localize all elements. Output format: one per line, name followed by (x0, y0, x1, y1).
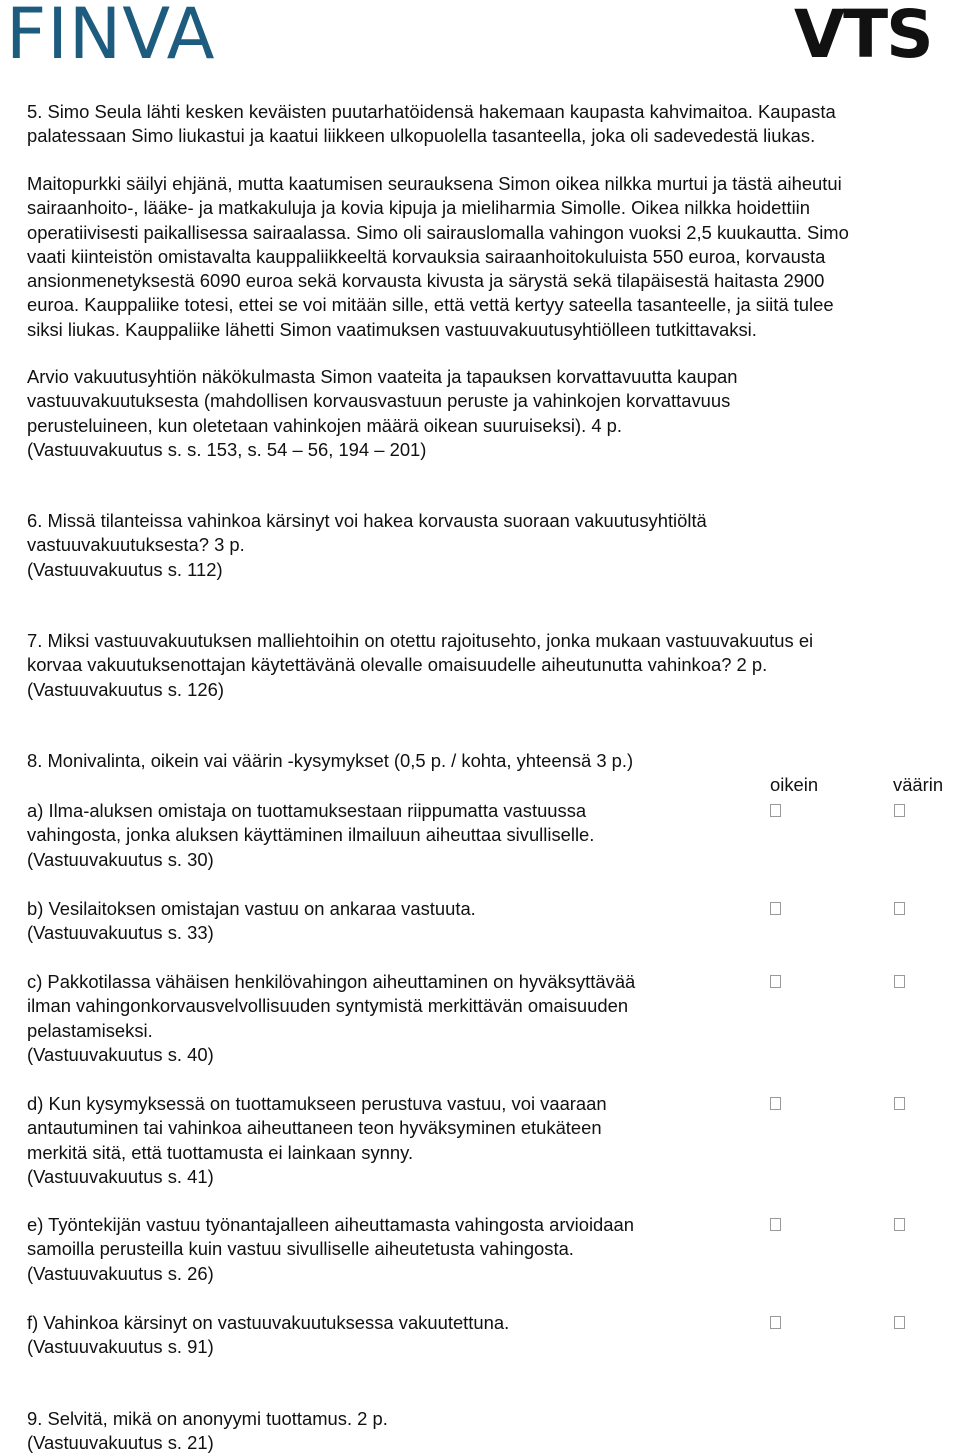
checkbox-d-vaarin[interactable] (894, 1097, 905, 1110)
column-header-vaarin: väärin (893, 774, 944, 795)
q7-text: 7. Miksi vastuuvakuutuksen malliehtoihin on otettu rajoitusehto, jonka mukaan vastuuvakuutus ei korvaa vakuutuksenottajan käytettävänä olevalle omaisuudelle aiheutunutta vahinkoa? 2 p. (Vastuuvakuutus s. 126) (27, 630, 814, 700)
checkbox-d-oikein[interactable] (770, 1097, 781, 1110)
vts-logo-text: VTS (794, 0, 932, 73)
checkbox-c-oikein[interactable] (770, 975, 781, 988)
q8-item-e: e) Työntekijän vastuu työnantajalleen aiheuttamasta vahingosta arvioidaan samoilla perusteilla kuin vastuu sivulliselle aiheutetusta vahingosta. (Vastuuvakuutus s. 26) (27, 1214, 634, 1284)
checkbox-e-oikein[interactable] (770, 1218, 781, 1231)
q5-paragraph-2: Maitopurkki säilyi ehjänä, mutta kaatumisen seurauksena Simon oikea nilkka murtui ja tästä aiheutui sairaanhoito-, lääke- ja matkakuluja ja kovia kipuja ja mieliharmia Simolle. Oikea nilkka hoidettiin operatiivisesti paikallisessa sairaalassa. Simo oli sairauslomalla vahingon vuoksi 2,5 kuukautta. Simo vaati kiinteistön omistavalta kauppaliikkeeltä korvauksia sairaanhoitokuluista 550 euroa, korvausta ansionmenetyksestä 6090 euroa sekä korvausta kivusta ja särystä sekä tilapäisestä haitasta 2900 euroa. Kauppaliike totesi, ettei se voi mitään sille, että vettä kertyy sateella tasanteelle, ja siitä tulee siksi liukas. Kauppaliike lähetti Simon vaatimuksen vastuuvakuutusyhtiölleen tutkittavaksi. (27, 173, 849, 340)
checkbox-b-vaarin[interactable] (894, 902, 905, 915)
checkbox-f-vaarin[interactable] (894, 1316, 905, 1329)
checkbox-c-vaarin[interactable] (894, 975, 905, 988)
checkbox-f-oikein[interactable] (770, 1316, 781, 1329)
q8-item-d: d) Kun kysymyksessä on tuottamukseen perustuva vastuu, voi vaaraan antautuminen tai vahinkoa aiheuttaneen teon hyväksyminen etukäteen merkitä sitä, että tuottamusta ei lainkaan synny. (Vastuuvakuutus s. 41) (27, 1093, 607, 1187)
q8-item-a: a) Ilma-aluksen omistaja on tuottamuksestaan riippumatta vastuussa vahingosta, jonka aluksen käyttäminen ilmailuun aiheuttaa sivulliselle. (Vastuuvakuutus s. 30) (27, 800, 595, 870)
q9-text: 9. Selvitä, mikä on anonyymi tuottamus. 2 p. (Vastuuvakuutus s. 21) (27, 1408, 388, 1454)
q8-title: 8. Monivalinta, oikein vai väärin -kysymykset (0,5 p. / kohta, yhteensä 3 p.) (27, 750, 634, 771)
q5-paragraph-1: 5. Simo Seula lähti kesken keväisten puutarhatöidensä hakemaan kaupasta kahvimaitoa. Kaupasta palatessaan Simo liukastui ja kaatui liikkeen ulkopuolella tasanteella, joka oli sadevedestä liukas. (27, 101, 836, 147)
finva-logo (6, 0, 216, 75)
vts-logo (794, 0, 932, 73)
checkbox-b-oikein[interactable] (770, 902, 781, 915)
q6-text: 6. Missä tilanteissa vahinkoa kärsinyt voi hakea korvausta suoraan vakuutusyhtiöltä vastuuvakuutuksesta? 3 p. (Vastuuvakuutus s. 112) (27, 510, 707, 580)
q5-paragraph-3: Arvio vakuutusyhtiön näkökulmasta Simon vaateita ja tapauksen korvattavuutta kaupan vastuuvakuutuksesta (mahdollisen korvausvastuun peruste ja vahinkojen korvattavuus perusteluineen, kun oletetaan vahinkojen määrä oikean suuruiseksi). 4 p. (Vastuuvakuutus s. s. 153, s. 54 – 56, 194 – 201) (27, 366, 738, 460)
checkbox-a-vaarin[interactable] (894, 804, 905, 817)
q8-item-c: c) Pakkotilassa vähäisen henkilövahingon aiheuttaminen on hyväksyttävää ilman vahingonkorvausvelvollisuuden syntymistä merkittävän omaisuuden pelastamiseksi. (Vastuuvakuutus s. 40) (27, 971, 636, 1065)
column-header-oikein: oikein (770, 774, 819, 795)
checkbox-a-oikein[interactable] (770, 804, 781, 817)
q8-item-b: b) Vesilaitoksen omistajan vastuu on ankaraa vastuuta. (Vastuuvakuutus s. 33) (27, 898, 476, 944)
q8-item-f: f) Vahinkoa kärsinyt on vastuuvakuutuksessa vakuutettuna. (Vastuuvakuutus s. 91) (27, 1312, 510, 1358)
finva-logo-text: FINVA (6, 0, 216, 75)
checkbox-e-vaarin[interactable] (894, 1218, 905, 1231)
